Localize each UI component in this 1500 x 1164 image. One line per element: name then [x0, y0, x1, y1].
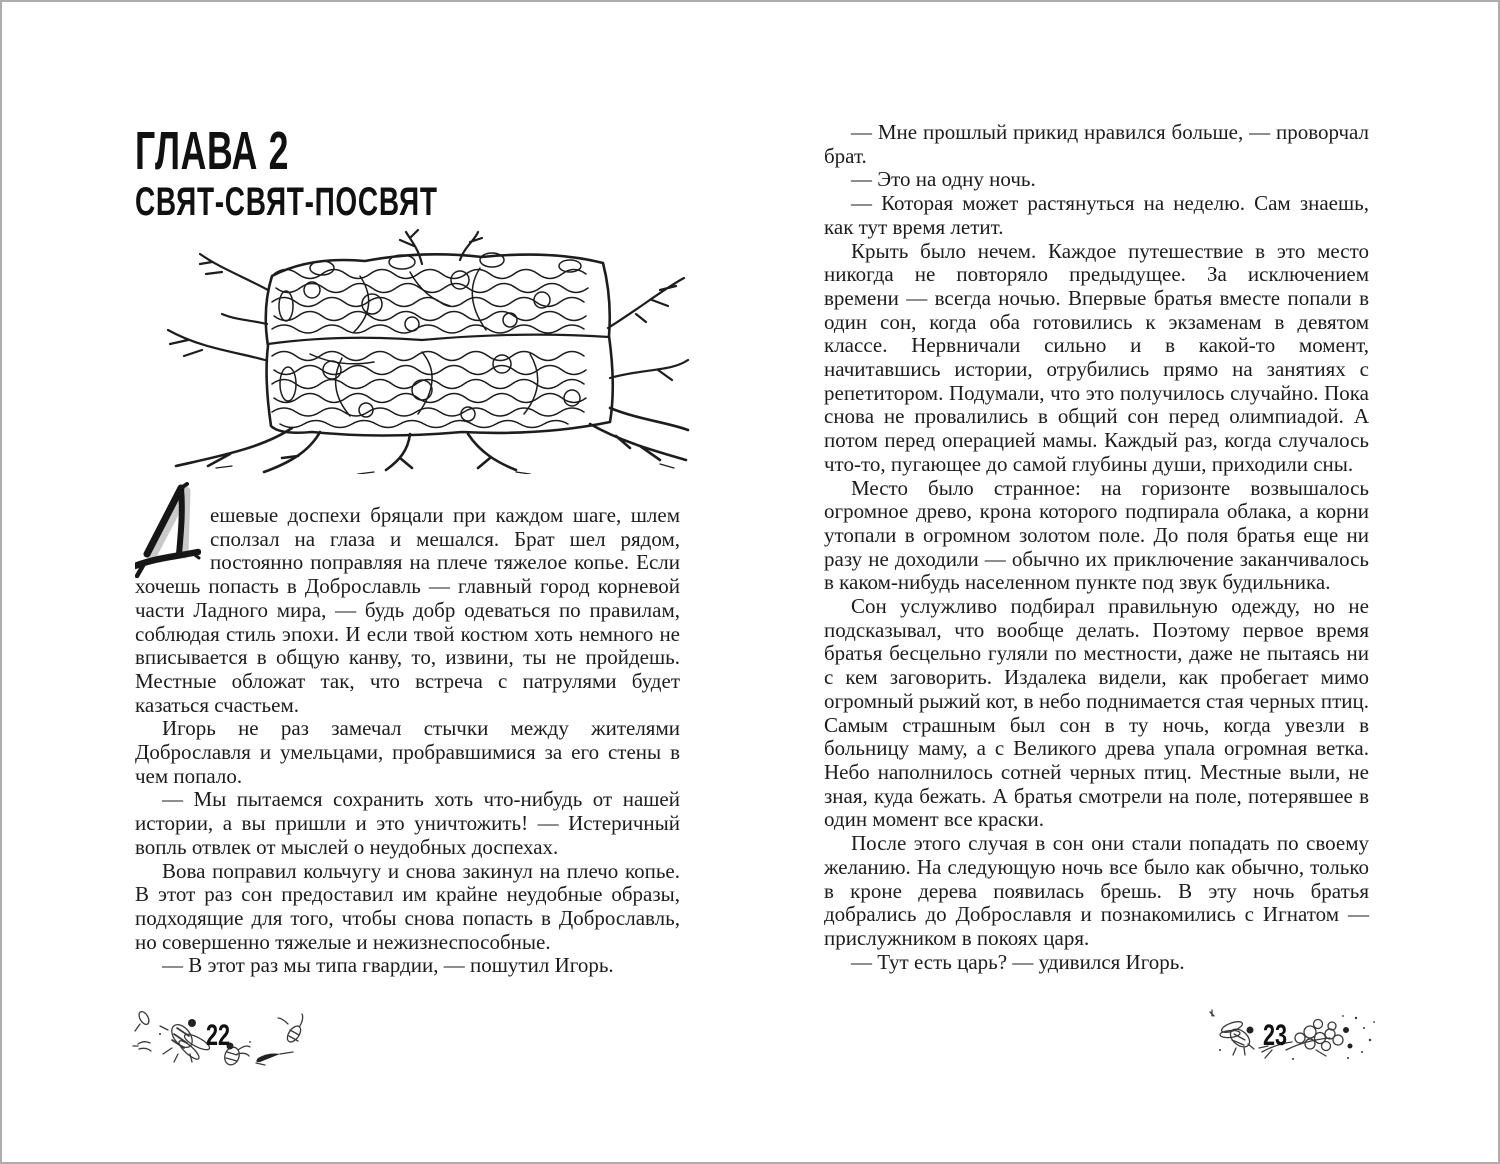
left-page-body — [135, 504, 680, 978]
paragraph: Крыть было нечем. Каждое путешествие в это место никогда не повторяло предыдущее. За исключением времени — всегда ночью. Впервые братья вместе попали в один сон, когда оба готовились к экзаменам в девятом классе. Нервничали сильно и в какой-то момент, начитавшись истории, отрубились прямо на занятиях с репетитором. Подумали, что это получилось случайно. Пока снова не провалились в общий сон перед олимпиадой. А потом перед операцией мамы. Каждый раз, когда случалось что-то, пугающее до самой глубины души, приходили сны. — [824, 238, 1369, 476]
paragraph: Сон услужливо подбирал правильную одежду, но не подсказывал, что вообще делать. Поэтому первое время братья бесцельно гуляли по местности, даже не пытаясь ни с кем заговорить. Издалека видели, как пробегает мимо огромный рыжий кот, в небо поднимается стая черных птиц. Самым страшным был сон в ту ночь, когда увезли в больницу маму, а с Великого древа упала огромная ветка. Небо наполнилось сотней черных птиц. Местные выли, не зная, куда бежать. А братья смотрели на поле, потерявшее в один момент все краски. — [824, 594, 1369, 832]
paragraph: После этого случая в сон они стали попадать по своему желанию. На следующую ночь все было как обычно, только в кроне дерева появилась брешь. В эту ночь братья добрались до Доброславля и познакомились с Игнатом — прислужником в покоях царя. — [824, 831, 1369, 950]
page-number-left: 22 — [206, 1019, 231, 1052]
paragraph: — Которая может растянуться на неделю. Сам знаешь, как тут время летит. — [824, 191, 1369, 239]
paragraph: Место было странное: на горизонте возвышалось огромное древо, крона которого подпирала облака, а корни утопали в огромном золотом поле. До поля братья еще ни разу не доходили — обычно их приключение заканчивалось в каком-нибудь населенном пункте под звук будильника. — [824, 475, 1369, 595]
paragraph: Вова поправил кольчугу и снова закинул на плечо копье. В этот раз сон предоставил им крайне неудобные образы, подходящие для того, чтобы снова попасть в Доброславль, но совершенно тяжелые и нежизнеспособные. — [135, 858, 680, 954]
flies-illustration-right — [1198, 1004, 1383, 1076]
paragraph: — Мы пытаемся сохранить хоть что-нибудь от нашей истории, а вы пришли и это уничтожить! — Истеричный вопль отвлек от мыслей о неудобных доспехах. — [135, 787, 680, 859]
paragraph — [135, 504, 680, 717]
chapter-title: СВЯТ-СВЯТ-ПОСВЯТ — [135, 180, 438, 224]
paragraph-text: ешевые доспехи бряцали при каждом шаге, шлем сползал на глаза и мешался. Брат шел рядом, постоянно поправляя на плече тяжелое копье. Если хочешь попасть в Доброславль — главный город корневой части Ладного мира, — будь добр одеваться по правилам, соблюдая стиль эпохи. И если твой костюм хоть немного не вписывается в общую канву, то, извини, ты не пройдешь. Местные обложат так, что встреча с патрулями будет казаться счастьем. — [135, 503, 680, 717]
right-page-body — [824, 121, 1369, 974]
dropcap-letter — [135, 504, 210, 572]
root-chest-illustration — [160, 228, 692, 474]
paragraph: — В этот раз мы типа гвардии, — пошутил Игорь. — [162, 953, 614, 978]
page-number-right: 23 — [1263, 1019, 1288, 1052]
paragraph: — Мне прошлый прикид нравился больше, — проворчал брат. — [824, 120, 1369, 168]
paragraph: — Это на одну ночь. — [851, 167, 1036, 192]
paragraph: Игорь не раз замечал стычки между жителями Доброславля и умельцами, пробравшимися за его стены в чем попало. — [135, 716, 680, 788]
dropcap-d-glyph — [135, 482, 201, 578]
paragraph: — Тут есть царь? — удивился Игорь. — [851, 949, 1185, 974]
chapter-kicker: ГЛАВА 2 — [135, 121, 290, 181]
